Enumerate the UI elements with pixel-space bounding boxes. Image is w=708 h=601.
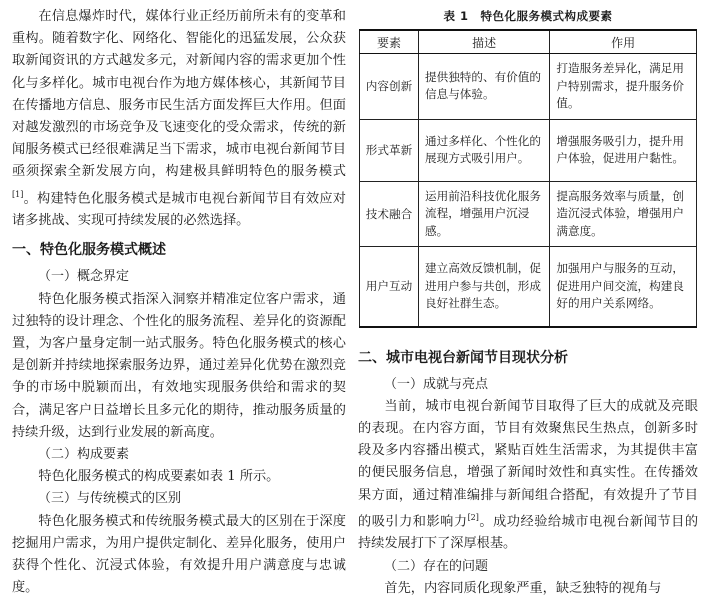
table-cell-description: 建立高效反馈机制，促进用户参与共创，形成良好社群生态。 <box>419 247 550 327</box>
subsection-heading: （三）与传统模式的区别 <box>38 491 182 507</box>
right-column <box>358 6 698 600</box>
table-cell-role: 增强服务吸引力，提升用户体验，促进用户黏性。 <box>550 119 697 181</box>
elements-table <box>359 29 697 328</box>
table-row <box>360 54 697 120</box>
table-cell-factor: 形式革新 <box>360 119 419 181</box>
citation-ref: [2] <box>467 512 479 522</box>
table-cell-factor: 用户互动 <box>360 247 419 327</box>
column-header: 描述 <box>419 30 550 54</box>
achievements-tail-text: 。成功经验给城市电视台新闻节目的持续发展打下了深厚根基。 <box>358 514 699 552</box>
table-row <box>360 181 697 247</box>
table-cell-description: 提供独特的、有价值的信息与体验。 <box>419 54 550 120</box>
table-cell-role: 加强用户与服务的互动，促进用户间交流，构建良好的用户关系网络。 <box>550 247 697 327</box>
concept-paragraph: 特色化服务模式指深入洞察并精准定位客户需求，通过独特的设计理念、个性化的服务流程、差异化的资源配置，为客户量身定制一站式服务。特色化服务模式的核心是创新并持续地探索服务边界，通过差异化优势在激烈竞争的市场中脱颖而出，有效地实现服务供给和需求的契合，满足客户日益增长且多元化的期待，推动服务质量的持续升级，达到行业发展的新高度。 <box>12 291 346 440</box>
table-header-row <box>360 30 697 54</box>
section-heading: 二、城市电视台新闻节目现状分析 <box>358 349 568 366</box>
table-cell-factor: 技术融合 <box>360 181 419 247</box>
subsection-heading: （二）构成要素 <box>38 447 130 463</box>
subsection-heading: （一）成就与亮点 <box>384 376 489 392</box>
citation-ref: [1] <box>12 189 24 199</box>
section-heading: 一、特色化服务模式概述 <box>12 242 166 259</box>
table-row <box>360 119 697 181</box>
table-caption: 表 1 特色化服务模式构成要素 <box>443 9 613 23</box>
intro-paragraph <box>12 6 346 232</box>
intro-text: 在信息爆炸时代，媒体行业正经历前所未有的变革和重构。随着数字化、网络化、智能化的迅猛发展，公众获取新闻资讯的方式越发多元，对新闻内容的需求更加个性化与多样化。城市电视台作为地方媒体核心，其新闻节目在传播地方信息、服务市民生活方面发挥巨大作用。但面对越发激烈的市场竞争及飞速变化的受众需求，传统的新闻服务模式已经很难满足当下需求，城市电视台新闻节目亟须探索全新发展方向，构建极具鲜明特色的服务模式 <box>12 9 346 180</box>
subsection-heading: （二）存在的问题 <box>384 558 489 574</box>
table-cell-role: 打造服务差异化，满足用户特别需求，提升服务价值。 <box>550 54 697 120</box>
difference-paragraph: 特色化服务模式和传统服务模式最大的区别在于深度挖掘用户需求，为用户提供定制化、差异化服务，使用户获得个性化、沉浸式体验，有效提升用户满意度与忠诚度。 <box>12 513 346 596</box>
subsection-heading: （一）概念界定 <box>38 269 130 285</box>
table-row <box>360 247 697 327</box>
table-cell-factor: 内容创新 <box>360 54 419 120</box>
intro-tail-text: 。构建特色化服务模式是城市电视台新闻节目有效应对诸多挑战、实现可持续发展的必然选择。 <box>12 191 346 229</box>
achievements-text: 当前，城市电视台新闻节目取得了巨大的成就及亮眼的表现。在内容方面，节目有效聚焦民生热点，创新多时段及多内容播出模式，紧贴百姓生活需求，为其提供丰富的便民服务信息，增强了新闻时效性和真实性。在传播效果方面，通过精准编排与新闻组合搭配，有效提升了节目的吸引力和影响力 <box>358 398 698 530</box>
table-cell-description: 通过多样化、个性化的展现方式吸引用户。 <box>419 119 550 181</box>
table-cell-role: 提高服务效率与质量，创造沉浸式体验，增强用户满意度。 <box>550 181 697 247</box>
achievements-paragraph <box>358 396 698 556</box>
left-column <box>12 6 346 599</box>
elements-paragraph: 特色化服务模式的构成要素如表 1 所示。 <box>38 469 280 485</box>
table-cell-description: 运用前沿科技优化服务流程，增强用户沉浸感。 <box>419 181 550 247</box>
column-header: 作用 <box>550 30 697 54</box>
column-header: 要素 <box>360 30 419 54</box>
problems-paragraph: 首先，内容同质化现象严重，缺乏独特的视角与 <box>384 580 662 596</box>
